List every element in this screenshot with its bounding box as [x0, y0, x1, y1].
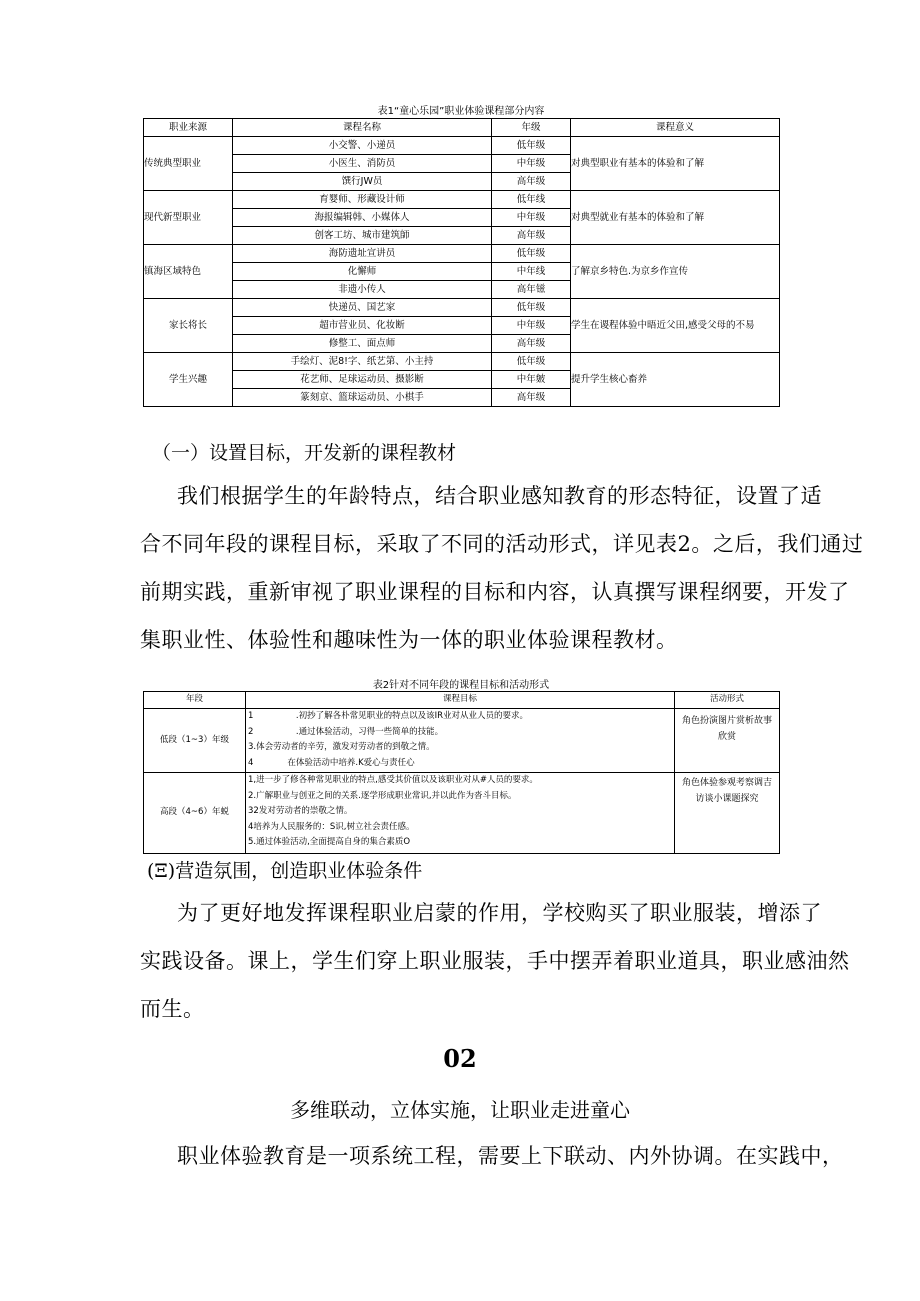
goal-line: 32发对劳动者的崇敬之情。 — [248, 806, 353, 816]
header-cell: 活动形式 — [675, 692, 780, 709]
paragraph-line: 合不同年段的课程目标，采取了不同的活动形式，详见表2。之后，我们通过 — [140, 532, 864, 556]
goal-line: 1 .初抄了解各朴常见职业的特点以及该IR业对从业人员的要求。 — [248, 711, 529, 721]
table-row — [144, 709, 780, 773]
course-cell: 手绘灯、泥8!字、纸艺第、小主持 — [233, 353, 492, 371]
table-row — [144, 137, 780, 155]
source-cell: 现代新型职业 — [144, 191, 233, 245]
goal-line: 1,进一步了修各种常见职业的特点,感受其价值以及该职业对从#人员的要求。 — [248, 775, 538, 785]
paragraph-line: 集职业性、体验性和趣味性为一体的职业体验课程教材。 — [140, 628, 678, 652]
paragraph-line: 前期实践，重新审视了职业课程的目标和内容，认真撰写课程纲要，开发了 — [140, 580, 850, 604]
course-cell: 修整工、面点师 — [233, 335, 492, 353]
course-cell: 花艺师、足球运动员、摄影断 — [233, 371, 492, 389]
table2 — [143, 691, 780, 854]
goal-line: 5.通过体验活动,全面提高自身的集合素质O — [248, 837, 411, 847]
table-row — [144, 191, 780, 209]
table1-caption: 表1“童心乐园”职业体验课程部分内容 — [377, 106, 545, 117]
course-cell: 超市营业员、化妆断 — [233, 317, 492, 335]
table2-caption: 表2针对不同年段的课程目标和活动形式 — [372, 680, 550, 691]
course-cell: 化懈师 — [233, 263, 492, 281]
section3-heading: (Ξ)营造氛围，创造职业体验条件 — [147, 860, 423, 882]
part-number: 02 — [443, 1044, 477, 1073]
course-cell: 篆刻京、篮球运动员、小棋手 — [233, 389, 492, 407]
grade-cell: 中年级 — [492, 155, 571, 173]
grade-cell: 低年级 — [492, 299, 571, 317]
grade-cell: 高年级 — [492, 173, 571, 191]
goals-cell — [246, 709, 675, 773]
course-cell: 小医生、消防员 — [233, 155, 492, 173]
source-cell: 传统典型职业 — [144, 137, 233, 191]
course-cell: 创客工坊、城市建筑師 — [233, 227, 492, 245]
table-row — [144, 299, 780, 317]
part-title: 多维联动，立体实施，让职业走进童心 — [290, 1098, 630, 1122]
meaning-cell: 对典型就业有基本的体验和了解 — [571, 191, 780, 245]
header-cell: 年段 — [144, 692, 246, 709]
source-cell: 学生兴趣 — [144, 353, 233, 407]
meaning-cell: 提升学生核心畜养 — [571, 353, 780, 407]
stage-cell: 低段（1~3）年级 — [144, 709, 246, 773]
table1-header-row — [144, 119, 780, 137]
goal-line: 3.体会劳动者的辛劳，激发对劳动者的到敬之情。 — [248, 742, 435, 752]
grade-cell: 中年级 — [492, 317, 571, 335]
course-cell: 馔行JW员 — [233, 173, 492, 191]
goals-cell — [246, 773, 675, 854]
table1 — [143, 118, 780, 407]
header-cell: 课程意义 — [571, 119, 780, 137]
grade-cell: 低年级 — [492, 353, 571, 371]
course-cell: 育婴师、形藏设计师 — [233, 191, 492, 209]
paragraph-3 — [140, 1132, 900, 1180]
grade-cell: 低年级 — [492, 137, 571, 155]
course-cell: 小交警、小递员 — [233, 137, 492, 155]
goal-line: 2.广解职业与创亚之间的关系.逐学形成职业常识,并以此作为沓斗目标。 — [248, 790, 517, 801]
grade-cell: 高年级 — [492, 227, 571, 245]
goal-line: 4培养为人民服务的：S识,树立社会责任感。 — [248, 821, 415, 832]
paragraph-1 — [140, 472, 900, 664]
activity-text: 角色扮演图片赏析故事欣赏 — [681, 716, 772, 742]
paragraph-line: 职业体验教育是一项系统工程，需要上下联动、内外协调。在实践中， — [177, 1144, 844, 1168]
activity-cell — [675, 709, 780, 773]
course-cell: 海防遗址宣讲员 — [233, 245, 492, 263]
grade-cell: 高年级 — [492, 335, 571, 353]
goal-line: 4 在体验活动中培养.K爱心与责任心 — [248, 757, 415, 768]
header-cell: 年级 — [492, 119, 571, 137]
paragraph-line: 而生。 — [140, 997, 205, 1021]
paragraph-line: 我们根据学生的年龄特点，结合职业感知教育的形态特征，设置了适 — [177, 484, 822, 508]
grade-cell: 高年级 — [492, 389, 571, 407]
paragraph-line: 实践设备。课上，学生们穿上职业服装，手中摆弄着职业道具，职业感油然 — [140, 949, 850, 973]
table2-header-row — [144, 692, 780, 709]
source-cell: 镇海区域特色 — [144, 245, 233, 299]
activity-text: 角色体验参观考察调吉访谈小课题探究 — [681, 778, 772, 804]
grade-cell: 低年线 — [492, 191, 571, 209]
activity-cell — [675, 773, 780, 854]
paragraph-2 — [140, 889, 900, 1033]
table-row — [144, 773, 780, 854]
source-cell: 家长将长 — [144, 299, 233, 353]
paragraph-line: 为了更好地发挥课程职业启蒙的作用，学校购买了职业服装，增添了 — [177, 901, 822, 925]
meaning-cell: 对典型职业有基本的体验和了解 — [571, 137, 780, 191]
grade-cell: 中年皴 — [492, 371, 571, 389]
meaning-cell: 了解京乡特色.为京乡作宣传 — [571, 245, 780, 299]
goal-line: 2 .通过体验活动，习得一些简单的技能。 — [248, 726, 444, 737]
meaning-cell: 学生在谡程体验中晤近父田,感受父母的不易 — [571, 299, 780, 353]
course-cell: 海报编辑韩、小媒体人 — [233, 209, 492, 227]
grade-cell: 中年线 — [492, 263, 571, 281]
header-cell: 课程目标 — [246, 692, 675, 709]
grade-cell: 高年镃 — [492, 281, 571, 299]
table-row — [144, 353, 780, 371]
header-cell: 课程名称 — [233, 119, 492, 137]
grade-cell: 低年级 — [492, 245, 571, 263]
course-cell: 快递员、国艺家 — [233, 299, 492, 317]
table-row — [144, 245, 780, 263]
course-cell: 非遗小传人 — [233, 281, 492, 299]
grade-cell: 中年级 — [492, 209, 571, 227]
stage-cell: 高段（4~6）年蜕 — [144, 773, 246, 854]
section1-heading: （一）设置目标，开发新的课程教材 — [152, 442, 457, 464]
header-cell: 职业来源 — [144, 119, 233, 137]
